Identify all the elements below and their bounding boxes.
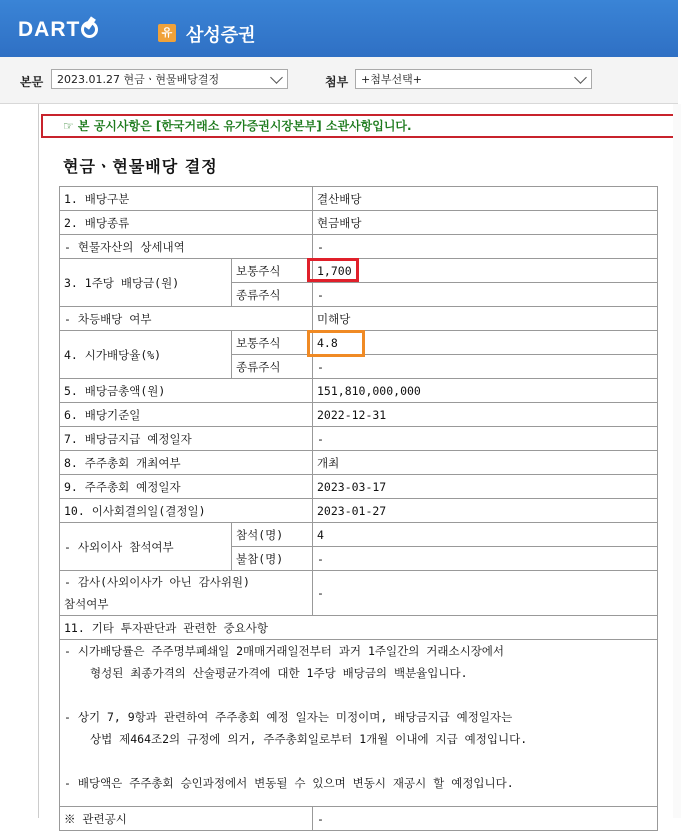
table-row	[60, 235, 658, 259]
toolbar	[0, 57, 678, 104]
row-value: 결산배당	[313, 187, 658, 211]
table-row	[60, 571, 658, 616]
table-row	[60, 807, 658, 831]
table-row	[60, 187, 658, 211]
row-value: 현금배당	[313, 211, 658, 235]
row-label: - 차등배당 여부	[60, 307, 313, 331]
sub-label: 종류주식	[232, 283, 313, 307]
row-value: 미해당	[313, 307, 658, 331]
header-bar	[0, 0, 678, 57]
row-label: 6. 배당기준일	[60, 403, 313, 427]
row-value: 4	[313, 523, 658, 547]
dividend-yield-common: 4.8	[313, 331, 658, 355]
document-frame[interactable]	[38, 104, 679, 826]
note-line: - 시가배당률은 주주명부폐쇄일 2매매거래일전부터 과거 1주일간의 거래소시장에서	[64, 644, 505, 658]
row-label: 3. 1주당 배당금(원)	[60, 259, 232, 307]
sub-label: 종류주식	[232, 355, 313, 379]
dividend-per-share-common: 1,700	[313, 259, 658, 283]
row-label: 11. 기타 투자판단과 관련한 중요사항	[60, 616, 658, 640]
sub-label: 보통주식	[232, 331, 313, 355]
row-label	[60, 571, 313, 616]
table-row	[60, 379, 658, 403]
table-row	[60, 523, 658, 547]
row-label: - 사외이사 참석여부	[60, 523, 232, 571]
table-row	[60, 499, 658, 523]
row-label: 10. 이사회결의일(결정일)	[60, 499, 313, 523]
note-line: - 상기 7, 9항과 관련하여 주주총회 예정 일자는 미정이며, 배당금지급 예정일자는	[64, 710, 513, 724]
spacer	[64, 750, 653, 772]
attach-select[interactable]	[355, 69, 592, 89]
row-label: 9. 주주총회 예정일자	[60, 475, 313, 499]
row-label: 8. 주주총회 개최여부	[60, 451, 313, 475]
row-value: 2022-12-31	[313, 403, 658, 427]
row-label: 7. 배당금지급 예정일자	[60, 427, 313, 451]
scrollbar[interactable]	[673, 104, 681, 818]
row-label: 5. 배당금총액(원)	[60, 379, 313, 403]
chevron-down-icon	[270, 71, 283, 84]
row-value: -	[313, 547, 658, 571]
table-row	[60, 331, 658, 355]
note-line: 상법 제464조2의 규정에 의거, 주주총회일로부터 1개월 이내에 지급 예정입니다.	[90, 732, 528, 746]
row-value: -	[313, 235, 658, 259]
sub-label: 참석(명)	[232, 523, 313, 547]
row-label: 2. 배당종류	[60, 211, 313, 235]
spacer	[64, 684, 653, 706]
note-line: - 배당액은 주주총회 승인과정에서 변동될 수 있으며 변동시 재공시 할 예정입니다.	[64, 776, 514, 790]
table-row	[60, 475, 658, 499]
table-row	[60, 451, 658, 475]
chevron-down-icon	[574, 71, 587, 84]
row-label-line2: 참석여부	[64, 597, 109, 611]
company-name: 삼성증권	[186, 25, 256, 46]
row-value: -	[313, 355, 658, 379]
row-value: 2023-01-27	[313, 499, 658, 523]
row-value: -	[313, 283, 658, 307]
market-badge: 유	[158, 24, 176, 42]
note-line: 형성된 최종가격의 산술평균가격에 대한 1주당 배당금의 백분율입니다.	[90, 666, 468, 680]
row-value: 151,810,000,000	[313, 379, 658, 403]
row-label: 4. 시가배당율(%)	[60, 331, 232, 379]
attach-select-value: +첨부선택+	[361, 73, 422, 86]
dividend-table	[59, 186, 658, 831]
logo-o-icon	[81, 21, 98, 38]
attach-label: 첨부	[325, 75, 349, 89]
table-row	[60, 307, 658, 331]
sub-label: 보통주식	[232, 259, 313, 283]
table-row	[60, 640, 658, 807]
row-value: 개최	[313, 451, 658, 475]
row-label: ※ 관련공시	[60, 807, 313, 831]
notice-banner: ☞ 본 공시사항은 [한국거래소 유가증권시장본부] 소관사항입니다.	[41, 114, 681, 138]
table-row	[60, 259, 658, 283]
main-doc-label: 본문	[20, 75, 44, 89]
row-label-line1: - 감사(사외이사가 아닌 감사위원)	[64, 575, 250, 589]
row-value: 2023-03-17	[313, 475, 658, 499]
page-title: 현금ㆍ현물배당 결정	[63, 157, 218, 176]
table-row	[60, 211, 658, 235]
row-value: -	[313, 427, 658, 451]
row-value: -	[313, 807, 658, 831]
row-label: - 현물자산의 상세내역	[60, 235, 313, 259]
sub-label: 불참(명)	[232, 547, 313, 571]
row-value: -	[313, 571, 658, 616]
row-label: 1. 배당구분	[60, 187, 313, 211]
table-row	[60, 616, 658, 640]
main-doc-select[interactable]	[51, 69, 288, 89]
table-row	[60, 427, 658, 451]
notes-cell	[60, 640, 658, 807]
table-row	[60, 403, 658, 427]
dart-logo[interactable]: DART	[18, 18, 98, 42]
main-doc-select-value: 2023.01.27 현금ㆍ현물배당결정	[57, 73, 220, 86]
